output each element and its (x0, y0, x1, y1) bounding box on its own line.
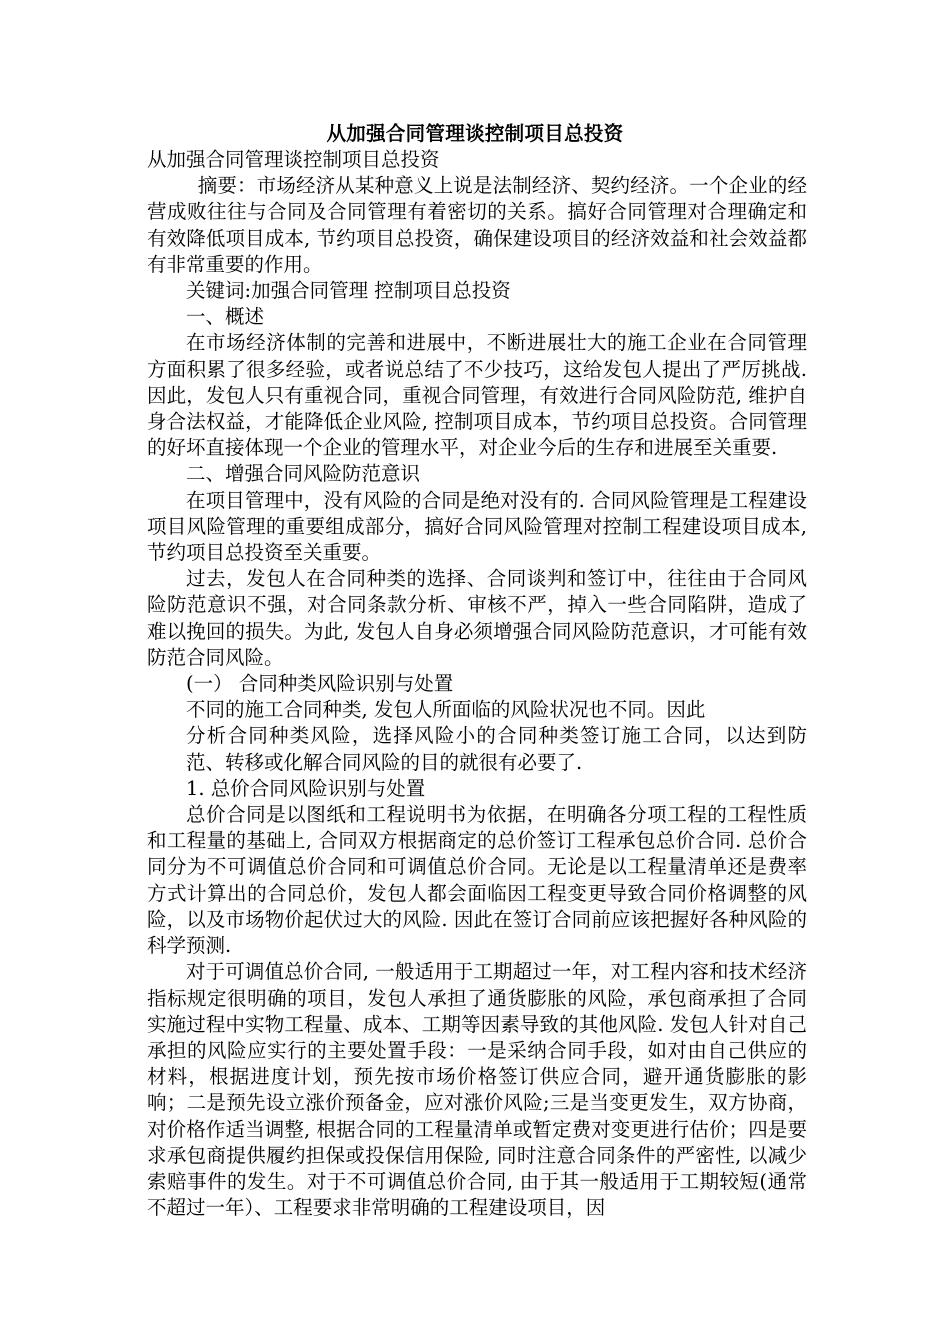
body-paragraph: 在市场经济体制的完善和进展中，不断进展壮大的施工企业在合同管理方面积累了很多经验，或者说总结了不少技巧，这给发包人提出了严厉挑战. 因此，发包人只有重视合同，重视合同管理，有效进行合同风险防范, 维护自身合法权益，才能降低企业风险, 控制项目成本，节约项目总投资。合同管理的好坏直接体现一个企业的管理水平，对企业今后的生存和进展至关重要. (147, 331, 807, 460)
document-body (147, 147, 807, 1221)
section-heading: 二、增强合同风险防范意识 (186, 462, 421, 486)
document-subtitle: 从加强合同管理谈控制项目总投资 (147, 148, 440, 171)
keywords-line: 关键词:加强合同管理 控制项目总投资 (186, 279, 511, 303)
body-paragraph: 对于可调值总价合同, 一般适用于工期超过一年，对工程内容和技术经济指标规定很明确的项目，发包人承担了通货膨胀的风险，承包商承担了合同实施过程中实物工程量、成本、工期等因素导致的其他风险. 发包人针对自己承担的风险应实行的主要处置手段：一是采纳合同手段，如对由自己供应的材料，根据进度计划，预先按市场价格签订供应合同，避开通货膨胀的影响；二是预先设立涨价预备金，应对涨价风险;三是当变更发生，双方协商，对价格作适当调整, 根据合同的工程量清单或暂定费对变更进行估价；四是要求承包商提供履约担保或投保信用保险, 同时注意合同条件的严密性, 以减少索赔事件的发生。对于不可调值总价合同, 由于其一般适用于工期较短(通常不超过一年）、工程要求非常明确的工程建设项目，因 (147, 960, 807, 1220)
abstract-paragraph: 摘要：市场经济从某种意义上说是法制经济、契约经济。一个企业的经营成败往往与合同及合同管理有着密切的关系。搞好合同管理对合理确定和有效降低项目成本, 节约项目总投资，确保建设项目的经济效益和社会效益都有非常重要的作用。 (147, 174, 807, 276)
body-paragraph: 过去，发包人在合同种类的选择、合同谈判和签订中，往往由于合同风险防范意识不强，对合同条款分析、审核不严，掉入一些合同陷阱，造成了难以挽回的损失。为此, 发包人自身必须增强合同风险防范意识，才可能有效防范合同风险。 (147, 567, 807, 669)
body-paragraph: 总价合同是以图纸和工程说明书为依据，在明确各分项工程的工程性质和工程量的基础上, 合同双方根据商定的总价签订工程承包总价合同. 总价合同分为不可调值总价合同和可调值总价合同。无论是以工程量清单还是费率方式计算出的合同总价，发包人都会面临因工程变更导致合同价格调整的风险，以及市场物价起伏过大的风险. 因此在签订合同前应该把握好各种风险的科学预测. (147, 803, 807, 958)
document-title: 从加强合同管理谈控制项目总投资 (326, 122, 624, 145)
subsection-heading: (一） 合同种类风险识别与处置 (186, 672, 454, 696)
section-heading: 一、概述 (186, 305, 265, 329)
body-paragraph-line: 不同的施工合同种类, 发包人所面临的风险状况也不同。因此 (186, 698, 706, 722)
body-paragraph-continued: 分析合同种类风险，选择风险小的合同种类签订施工合同，以达到防范、转移或化解合同风险的目的就很有必要了. (186, 724, 807, 774)
body-paragraph: 在项目管理中，没有风险的合同是绝对没有的. 合同风险管理是工程建设项目风险管理的重要组成部分，搞好合同风险管理对控制工程建设项目成本, 节约项目总投资至关重要。 (147, 488, 807, 565)
item-heading: 1. 总价合同风险识别与处置 (186, 776, 426, 800)
